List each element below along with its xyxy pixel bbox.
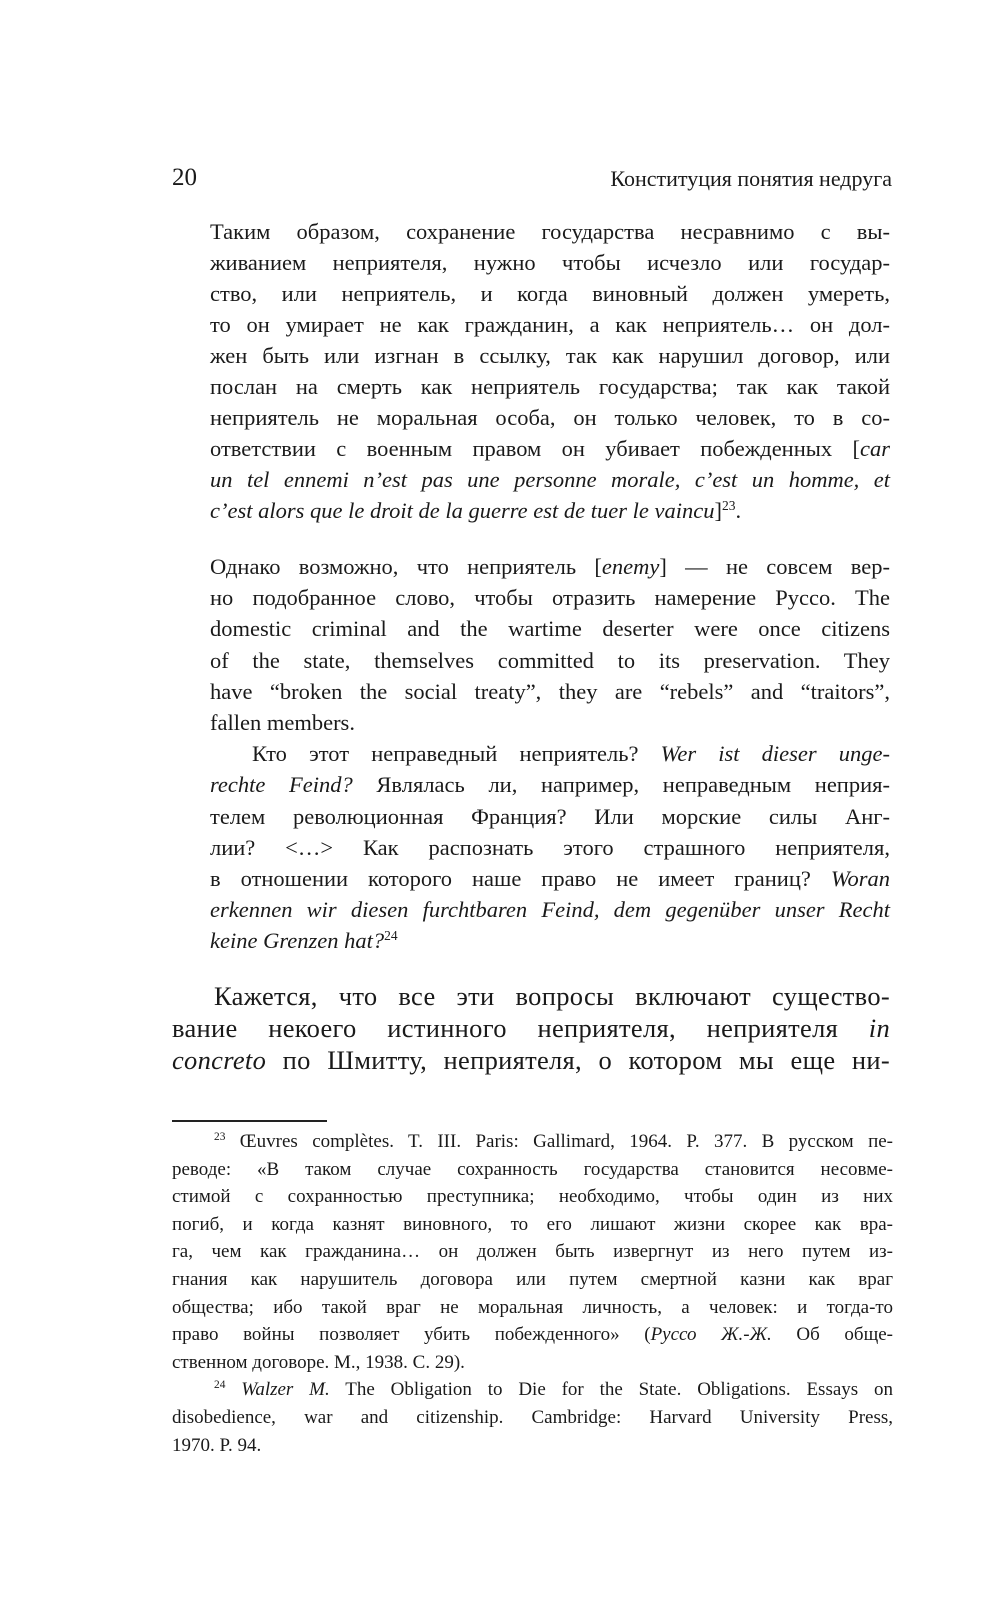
text-segment: гнания как нарушитель договора или путем смертной казни как враг xyxy=(172,1268,893,1290)
text-segment: реводе: «В таком случае сохранность государства становится несовме- xyxy=(172,1158,893,1180)
italic-text: keine Grenzen hat? xyxy=(210,928,385,954)
text-segment: ] xyxy=(714,498,722,523)
text-segment: то он умирает не как гражданин, а как неприятель… он дол- xyxy=(210,312,890,337)
text-line xyxy=(172,1321,893,1349)
text-line xyxy=(210,613,890,644)
body-paragraph xyxy=(172,980,890,1076)
footnote-marker: 23 xyxy=(214,1131,226,1144)
footnote-marker: 24 xyxy=(214,1379,226,1392)
text-segment: в отношении которого наше право не имеет границ? xyxy=(210,866,831,892)
text-line xyxy=(210,582,890,613)
text-segment: Œuvres complètes. T. III. Paris: Gallimard, 1964. P. 377. В русском пе- xyxy=(225,1131,893,1152)
text-line xyxy=(172,1404,893,1432)
footnotes xyxy=(172,1128,893,1459)
italic-text: concreto xyxy=(172,1045,267,1075)
text-line xyxy=(210,402,890,433)
footnote-separator xyxy=(172,1120,327,1122)
text-segment: ] — не совсем вер- xyxy=(659,554,890,579)
text-line xyxy=(172,980,890,1012)
text-segment: disobedience, war and citizenship. Cambridge: Harvard University Press, xyxy=(172,1406,893,1428)
text-line xyxy=(210,707,890,738)
text-line xyxy=(172,1012,890,1044)
italic-text: Руссо Ж.-Ж. xyxy=(650,1324,772,1346)
text-line xyxy=(210,645,890,676)
text-line xyxy=(210,464,890,495)
text-line xyxy=(172,1294,893,1322)
text-segment: . xyxy=(735,498,742,523)
text-line xyxy=(210,371,890,402)
page-number: 20 xyxy=(172,164,197,191)
text-segment: Кто этот неправедный неприятель? xyxy=(252,741,661,767)
text-line xyxy=(172,1432,893,1460)
text-line xyxy=(210,433,890,464)
text-segment: по Шмитту, неприятеля, о котором мы еще ни- xyxy=(266,1045,890,1075)
block-quote-walzer xyxy=(210,551,890,957)
text-segment: ответствии с военным правом он убивает побежденных [ xyxy=(210,436,860,461)
text-segment: ственном договоре. М., 1938. С. 29). xyxy=(172,1351,465,1373)
text-segment: общества; ибо такой враг не моральная личность, а человек: и тогда-то xyxy=(172,1296,893,1318)
text-line xyxy=(210,863,890,894)
text-line xyxy=(172,1128,893,1156)
text-line xyxy=(210,832,890,863)
text-line xyxy=(172,1211,893,1239)
text-segment: га, чем как гражданина… он должен быть извергнут из него путем из- xyxy=(172,1241,893,1263)
text-segment: право войны позволяет убить побежденного» ( xyxy=(172,1324,651,1346)
text-segment: Таким образом, сохранение государства несравнимо с вы- xyxy=(210,219,890,244)
italic-text: car xyxy=(860,436,890,461)
text-segment: ство, или неприятель, и когда виновный должен умереть, xyxy=(210,281,890,306)
italic-text: Woran xyxy=(830,866,890,892)
text-segment: но подобранное слово, чтобы отразить намерение Руссо. The xyxy=(210,585,890,611)
text-segment: of the state, themselves committed to its preservation. They xyxy=(210,647,890,673)
text-line xyxy=(172,1156,893,1184)
text-line xyxy=(210,278,890,309)
text-line xyxy=(210,676,890,707)
text-line xyxy=(172,1044,890,1076)
text-line xyxy=(210,738,890,769)
text-segment: 1970. P. 94. xyxy=(172,1434,262,1456)
text-line xyxy=(210,216,890,247)
text-line xyxy=(172,1376,893,1404)
italic-text: Wer ist dieser unge- xyxy=(660,741,890,767)
text-segment: телем революционная Франция? Или морские силы Анг- xyxy=(210,803,890,829)
text-line xyxy=(210,340,890,371)
text-segment: послан на смерть как неприятель государства; так как такой xyxy=(210,374,890,399)
text-segment xyxy=(225,1379,241,1400)
italic-text: in xyxy=(868,1013,890,1043)
text-line xyxy=(210,551,890,582)
text-line xyxy=(210,894,890,925)
text-segment: вание некоего истинного неприятеля, неприятеля xyxy=(172,1013,869,1043)
block-quote-rousseau xyxy=(210,216,890,526)
text-segment: The Obligation to Die for the State. Obligations. Essays on xyxy=(329,1379,893,1401)
text-line xyxy=(172,1238,893,1266)
italic-text: c’est alors que le droit de la guerre est de tuer le vaincu xyxy=(210,498,715,523)
text-segment: лии? <…> Как распознать этого страшного неприятеля, xyxy=(210,834,890,860)
text-line xyxy=(210,801,890,832)
text-segment: живанием неприятеля, нужно чтобы исчезло или государ- xyxy=(210,250,890,275)
text-segment: Являлась ли, например, неправедным неприя- xyxy=(352,772,890,798)
text-line xyxy=(210,769,890,800)
text-segment: неприятель не моральная особа, он только человек, то в со- xyxy=(210,405,890,430)
text-line xyxy=(210,309,890,340)
text-line xyxy=(210,925,890,956)
text-segment: жен быть или изгнан в ссылку, так как нарушил договор, или xyxy=(210,343,890,368)
footnote-marker: 24 xyxy=(384,928,398,944)
running-title: Конституция понятия недруга xyxy=(610,166,892,191)
text-segment: Однако возможно, что неприятель [ xyxy=(210,554,602,579)
italic-text: un tel ennemi n’est pas une personne morale, c’est un homme, et xyxy=(210,467,890,492)
text-segment: погиб, и когда казнят виновного, то его лишают жизни скорее как вра- xyxy=(172,1213,893,1235)
text-line xyxy=(172,1349,893,1377)
text-segment: domestic criminal and the wartime deserter were once citizens xyxy=(210,616,890,642)
italic-text: erkennen wir diesen furchtbaren Feind, dem gegenüber unser Recht xyxy=(210,897,890,923)
text-segment: have “broken the social treaty”, they are “rebels” and “traitors”, xyxy=(210,678,890,704)
text-segment: Об обще- xyxy=(771,1324,893,1346)
italic-text: Walzer M. xyxy=(241,1379,330,1401)
footnote-marker: 23 xyxy=(721,497,736,513)
text-line xyxy=(172,1266,893,1294)
text-segment: Кажется, что все эти вопросы включают существо- xyxy=(214,981,890,1011)
italic-text: rechte Feind? xyxy=(210,772,353,798)
text-line xyxy=(172,1183,893,1211)
text-segment: fallen members. xyxy=(210,710,355,736)
italic-text: enemy xyxy=(601,554,660,579)
text-line xyxy=(210,247,890,278)
text-line xyxy=(210,495,890,526)
text-segment: стимой с сохранностью преступника; необходимо, чтобы один из них xyxy=(172,1186,893,1208)
